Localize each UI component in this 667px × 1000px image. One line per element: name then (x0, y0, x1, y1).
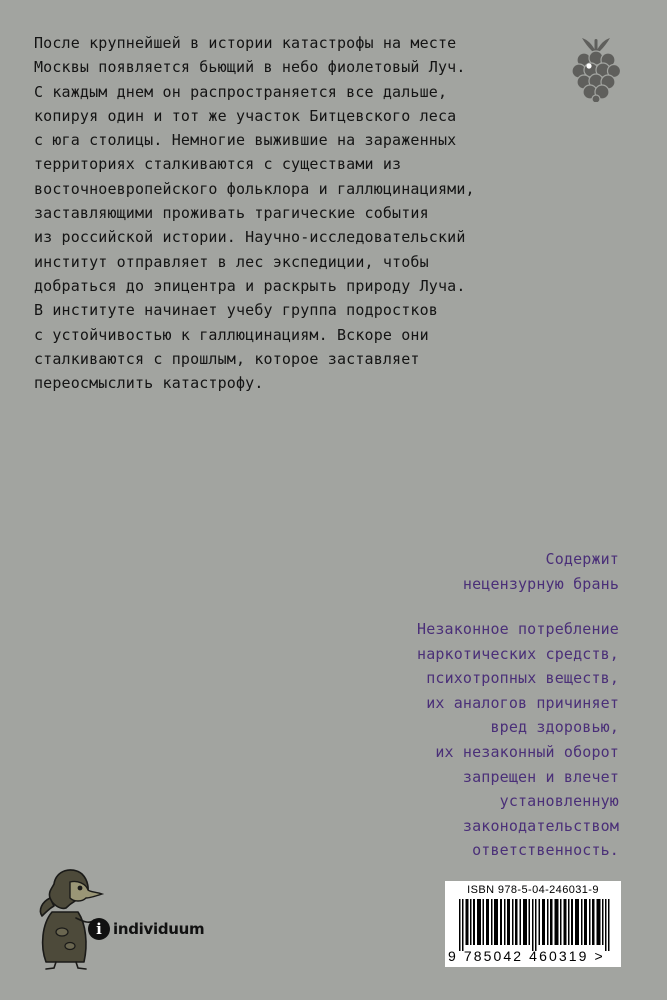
warning-line: установленную (499, 792, 619, 811)
warning-line: наркотических средств, (417, 644, 619, 663)
warning-line: их незаконный оборот (435, 742, 619, 761)
warning-line: вред здоровью, (490, 718, 619, 737)
isbn-number: ISBN 978-5-04-246031-9 (467, 884, 599, 896)
warning-line: запрещен и влечет (462, 767, 619, 786)
profanity-warning (463, 547, 619, 596)
warning-line: Содержит (545, 550, 619, 568)
description-line: территориях сталкиваются с существами из (34, 155, 402, 174)
publisher-name: individuum (113, 920, 205, 938)
warning-line: ответственность. (472, 841, 619, 860)
description-line: После крупнейшей в истории катастрофы на месте (34, 34, 457, 52)
description-line: сталкиваются с прошлым, которое заставляет (34, 349, 420, 368)
description-line: заставляющими проживать трагические события (34, 204, 429, 223)
description-line: восточноевропейского фольклора и галлюцинациями, (34, 179, 475, 198)
description-line: с юга столицы. Немногие выжившие на зараженных (34, 131, 457, 150)
drug-warning (417, 617, 619, 863)
description-line: С каждым днем он распространяется все дальше, (34, 82, 448, 101)
isbn-barcode (445, 881, 621, 967)
description-line: из российской истории. Научно-исследовательский (34, 228, 466, 247)
description-line: копируя один и тот же участок Битцевского леса (34, 106, 457, 125)
warning-line: Незаконное потребление (417, 620, 619, 638)
warning-line: законодательством (462, 816, 619, 835)
description-line: переосмыслить катастрофу. (34, 374, 264, 393)
description-line: добраться до эпицентра и раскрыть природу Луча. (34, 276, 466, 295)
old-woman-mascot-icon (32, 862, 212, 972)
description-line: институт отправляет в лес экспедиции, чтобы (34, 252, 429, 271)
description-line: В институте начинает учебу группа подростков (34, 301, 438, 320)
raspberry-icon (570, 36, 622, 102)
book-description (34, 31, 554, 395)
barcode-bars (459, 899, 617, 951)
description-line: с устойчивостью к галлюцинациям. Вскоре они (34, 325, 429, 344)
publisher-logo (88, 918, 204, 940)
warning-line: психотропных веществ, (426, 669, 619, 688)
warning-line: нецензурную брань (462, 574, 619, 593)
publisher-info-icon: i (88, 918, 110, 940)
warning-line: их аналогов причиняет (426, 693, 619, 712)
ean-digits: 9 785042 460319 > (448, 948, 605, 964)
description-line: Москвы появляется бьющий в небо фиолетовый Луч. (34, 58, 466, 77)
